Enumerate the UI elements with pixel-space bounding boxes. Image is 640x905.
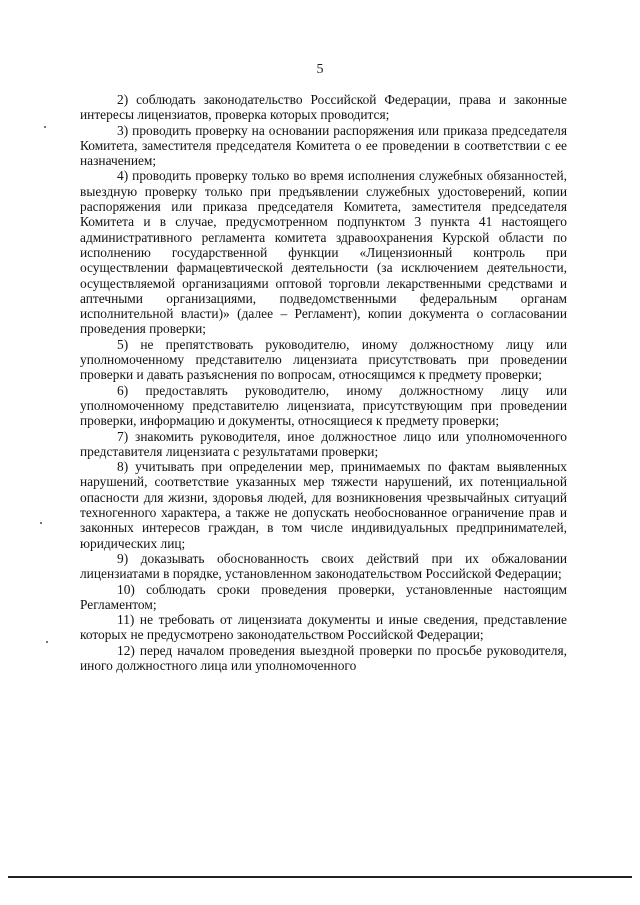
paragraph-item-6: 6) предоставлять руководителю, иному должностному лицу или уполномоченному представителю лицензиата, присутствующим при проведении проверки, информацию и документы, относящиеся к предмету проверки; xyxy=(80,382,567,429)
scan-dust-mark xyxy=(40,522,42,524)
scan-dust-mark xyxy=(46,641,48,643)
paragraph-item-2: 2) соблюдать законодательство Российской Федерации, права и законные интересы лицензиатов, проверка которых проводится; xyxy=(80,92,567,123)
paragraph-item-3: 3) проводить проверку на основании распоряжения или приказа председателя Комитета, заместителя председателя Комитета о ее проведении в соответствии с ее назначением; xyxy=(80,122,567,169)
paragraph-item-12: 12) перед началом проведения выездной проверки по просьбе руководителя, иного должностного лица или уполномоченного xyxy=(80,642,567,673)
paragraph-item-11: 11) не требовать от лицензиата документы и иные сведения, представление которых не предусмотрено законодательством Российской Федерации; xyxy=(80,612,567,643)
paragraph-item-7: 7) знакомить руководителя, иное должностное лицо или уполномоченного представителя лицензиата с результатами проверки; xyxy=(80,428,567,459)
paragraph-item-5: 5) не препятствовать руководителю, иному должностному лицу или уполномоченному представителю лицензиата присутствовать при проведении проверки и давать разъяснения по вопросам, относящимся к предмету проверки; xyxy=(80,336,567,383)
bottom-rule xyxy=(8,876,632,878)
scan-dust-mark xyxy=(44,126,46,128)
paragraph-item-4: 4) проводить проверку только во время исполнения служебных обязанностей, выездную проверку только при предъявлении служебных удостоверений, копии распоряжения или приказа председателя Комитета, заместителя председателя Комитета и в случае, предусмотренном подпунктом 3 пункта 41 настоящего административного регламента комитета здравоохранения Курской области по исполнению государственной функции «Лицензионный контроль при осуществлении фармацевтической деятельности (за исключением деятельности, осуществляемой организациями оптовой торговли лекарственными средствами и аптечными организациями, подведомственными федеральным органам исполнительной власти)» (далее – Регламент), копии документа о согласовании проведения проверки; xyxy=(80,168,567,337)
paragraph-item-9: 9) доказывать обоснованность своих действий при их обжаловании лицензиатами в порядке, установленном законодательством Российской Федерации; xyxy=(80,550,567,582)
paragraph-item-10: 10) соблюдать сроки проведения проверки, установленные настоящим Регламентом; xyxy=(80,581,567,612)
page-number: 5 xyxy=(316,62,324,77)
paragraph-item-8: 8) учитывать при определении мер, принимаемых по фактам выявленных нарушений, соответствие указанных мер тяжести нарушений, их потенциальной опасности для жизни, здоровья людей, для возникновения чрезвычайных ситуаций техногенного характера, а также не допускать необоснованное ограничение прав и законных интересов граждан, в том числе индивидуальных предпринимателей, юридических лиц; xyxy=(80,459,567,551)
document-body xyxy=(80,92,567,673)
